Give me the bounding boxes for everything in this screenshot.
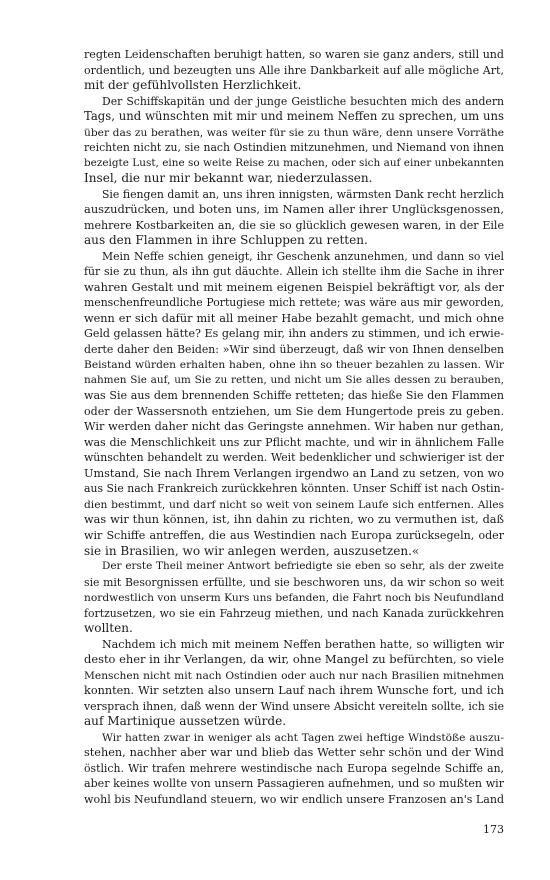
text-line: aber keines wollte von unsern Passagieren aufnehmen, und so mußten wir — [84, 777, 504, 791]
text-line: was wir thun können, ist, ihn dahin zu richten, wo zu vermuthen ist, daß — [84, 513, 504, 527]
text-line: wenn er sich dafür mit all meiner Habe bezahlt gemacht, und mich ohne — [84, 311, 504, 325]
text-line: Mein Neffe schien geneigt, ihr Geschenk anzunehmen, und dann so viel — [102, 249, 504, 263]
text-line: für sie zu thun, als ihn gut däuchte. Allein ich stellte ihm die Sache in ihrer — [84, 265, 504, 279]
text-line: versprach ihnen, daß wenn der Wind unsere Absicht vereiteln sollte, ich sie — [84, 699, 504, 713]
text-line: stehen, nachher aber war und blieb das Wetter sehr schön und der Wind — [84, 746, 504, 760]
paragraph — [84, 249, 504, 559]
text-line: dien bestimmt, und darf nicht so weit von seinem Laufe sich entfernen. Alles — [84, 497, 504, 511]
text-line: wohl bis Neufundland steuern, wo wir endlich unsere Franzosen an's Land — [84, 792, 505, 806]
text-line: ordentlich, und bezeugten uns Alle ihre Dankbarkeit auf alle mögliche Art, — [84, 63, 504, 77]
text-line: östlich. Wir trafen mehrere westindische nach Europa segelnde Schiffe an, — [84, 761, 504, 775]
text-line: Umstand, Sie nach Ihrem Verlangen irgendwo an Land zu setzen, von wo — [84, 466, 504, 480]
text-line: Insel, die nur mir bekannt war, niederzulassen. — [84, 171, 373, 186]
paragraph — [84, 94, 504, 187]
text-line: Menschen nicht mit nach Ostindien oder auch nur nach Brasilien mitnehmen — [84, 668, 504, 682]
text-line: aus Sie nach Frankreich zurückkehren könnten. Unser Schiff ist nach Ostin- — [84, 482, 505, 496]
text-line: bezeigte Lust, eine so weite Reise zu machen, oder sich auf einer unbekannten — [84, 156, 504, 169]
text-line: Wir hatten zwar in weniger als acht Tagen zwei heftige Windstöße auszu- — [102, 730, 504, 744]
page-body — [84, 47, 504, 807]
paragraph — [84, 187, 504, 249]
page-number: 173 — [483, 823, 504, 836]
text-line: reichten nicht zu, sie nach Ostindien mitzunehmen, und Niemand von ihnen — [84, 141, 504, 155]
text-line: Tags, und wünschten mit mir und meinem Neffen zu sprechen, um uns — [84, 109, 504, 124]
text-line: menschenfreundliche Portugiese mich rettete; was wäre aus mir geworden, — [84, 296, 504, 310]
text-line: konnten. Wir setzten also unsern Lauf nach ihrem Wunsche fort, und ich — [84, 684, 504, 698]
paragraph — [84, 47, 504, 94]
text-line: Sie fiengen damit an, uns ihren innigsten, wärmsten Dank recht herzlich — [102, 187, 504, 201]
text-line: Der erste Theil meiner Antwort befriedigte sie eben so sehr, als der zweite — [102, 560, 504, 573]
text-line: wir Schiffe antreffen, die aus Westindien nach Europa zurücksegeln, oder — [84, 528, 504, 542]
text-line: Nachdem ich mich mit meinem Neffen berathen hatte, so willigten wir — [102, 637, 504, 651]
text-line: mehrere Kostbarkeiten an, die sie so glücklich gewesen waren, in der Eile — [84, 218, 504, 232]
text-line: mit der gefühlvollsten Herzlichkeit. — [84, 78, 302, 93]
paragraph — [84, 637, 504, 730]
paragraph — [84, 559, 504, 637]
text-line: sie in Brasilien, wo wir anlegen werden, auszusetzen.« — [84, 543, 420, 558]
text-line: Geld gelassen hätte? Es gelang mir, ihn anders zu stimmen, und ich erwie- — [84, 327, 504, 341]
text-line: fortzusetzen, wo sie ein Fahrzeug miethen, und nach Kanada zurückkehren — [84, 606, 504, 620]
text-line: nordwestlich von unserm Kurs uns befanden, die Fahrt noch bis Neufundland — [84, 591, 504, 605]
text-line: was die Menschlichkeit uns zur Pflicht machte, und wir in ähnlichem Falle — [84, 435, 504, 449]
text-line: regten Leidenschaften beruhigt hatten, so waren sie ganz anders, still und — [84, 48, 504, 61]
text-line: Beistand würden erhalten haben, ohne ihn so theuer bezahlen zu lassen. Wir — [84, 358, 504, 372]
text-line: was Sie aus dem brennenden Schiffe retteten; das hieße Sie den Flammen — [84, 389, 504, 403]
text-line: desto eher in ihr Verlangen, da wir, ohne Mangel zu befürchten, so viele — [84, 652, 504, 667]
text-line: über das zu berathen, was weiter für sie zu thun wäre, denn unsere Vorräthe — [84, 125, 504, 139]
text-line: Der Schiffskapitän und der junge Geistliche besuchten mich des andern — [102, 94, 504, 108]
paragraph — [84, 730, 504, 808]
text-line: oder der Wassersnoth entziehen, um Sie dem Hungertode preis zu geben. — [84, 404, 504, 418]
text-line: nahmen Sie auf, um Sie zu retten, und nicht um Sie alles dessen zu berauben, — [84, 373, 504, 386]
text-line: derte daher den Beiden: »Wir sind überzeugt, daß wir von Ihnen denselben — [84, 342, 504, 356]
text-line: wünschten behandelt zu werden. Weit bedenklicher und schwieriger ist der — [84, 451, 504, 465]
text-line: wahren Gestalt und mit meinem eigenen Beispiel bekräftigt vor, als der — [84, 279, 504, 294]
text-line: auszudrücken, und boten uns, im Namen aller ihrer Unglücksgenossen, — [84, 202, 504, 217]
text-line: sie mit Besorgnissen erfüllte, und sie beschworen uns, da wir schon so weit — [84, 575, 504, 589]
text-line: aus den Flammen in ihre Schluppen zu retten. — [84, 233, 368, 248]
text-line: auf Martinique aussetzen würde. — [84, 714, 287, 729]
text-line: wollten. — [84, 621, 133, 636]
text-line: Wir werden daher nicht das Geringste annehmen. Wir haben nur gethan, — [84, 420, 504, 434]
